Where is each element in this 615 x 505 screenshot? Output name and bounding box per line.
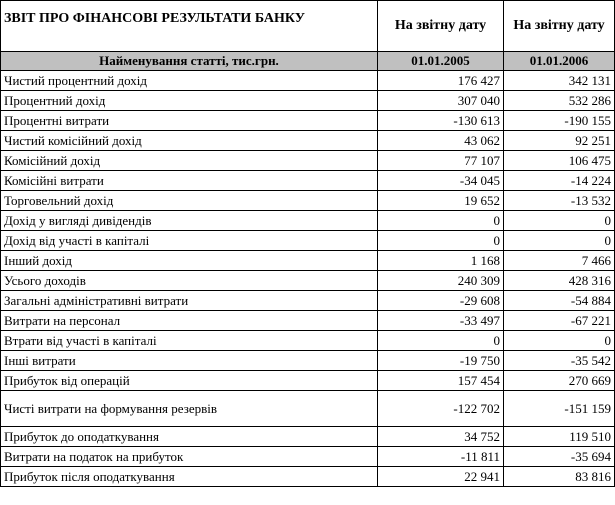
table-row <box>1 111 615 131</box>
row-value-2006: 270 669 <box>504 371 615 391</box>
row-value-2006: 119 510 <box>504 427 615 447</box>
row-value-2005: 0 <box>378 211 504 231</box>
row-value-2005: -29 608 <box>378 291 504 311</box>
subheader-row <box>1 52 615 71</box>
row-value-2006: -35 542 <box>504 351 615 371</box>
row-value-2006: -190 155 <box>504 111 615 131</box>
item-name-header: Найменування статті, тис.грн. <box>1 52 378 71</box>
row-value-2006: 106 475 <box>504 151 615 171</box>
table-row <box>1 251 615 271</box>
row-value-2006: -54 884 <box>504 291 615 311</box>
row-value-2005: 157 454 <box>378 371 504 391</box>
row-value-2005: 34 752 <box>378 427 504 447</box>
row-name: Чисті витрати на формування резервів <box>1 391 378 427</box>
table-row <box>1 291 615 311</box>
row-value-2005: 1 168 <box>378 251 504 271</box>
row-value-2005: -130 613 <box>378 111 504 131</box>
row-value-2005: 43 062 <box>378 131 504 151</box>
table-row <box>1 231 615 251</box>
row-name: Загальні адміністративні витрати <box>1 291 378 311</box>
row-value-2005: 176 427 <box>378 71 504 91</box>
row-value-2005: -19 750 <box>378 351 504 371</box>
table-row <box>1 71 615 91</box>
date-header-2: 01.01.2006 <box>504 52 615 71</box>
row-value-2005: 0 <box>378 331 504 351</box>
table-row <box>1 427 615 447</box>
row-name: Торговельний дохід <box>1 191 378 211</box>
table-row <box>1 131 615 151</box>
row-value-2006: 0 <box>504 211 615 231</box>
row-value-2005: -34 045 <box>378 171 504 191</box>
table-row <box>1 447 615 467</box>
column-header-1: На звітну дату <box>378 1 504 52</box>
table-row <box>1 151 615 171</box>
row-value-2005: 307 040 <box>378 91 504 111</box>
table-row <box>1 351 615 371</box>
row-value-2006: 83 816 <box>504 467 615 487</box>
title-row <box>1 1 615 52</box>
table-body <box>1 71 615 487</box>
row-name: Комісійні витрати <box>1 171 378 191</box>
row-name: Інші витрати <box>1 351 378 371</box>
row-value-2005: 0 <box>378 231 504 251</box>
row-name: Комісійний дохід <box>1 151 378 171</box>
row-value-2005: -11 811 <box>378 447 504 467</box>
row-value-2006: 428 316 <box>504 271 615 291</box>
row-name: Прибуток від операцій <box>1 371 378 391</box>
row-value-2006: -35 694 <box>504 447 615 467</box>
row-name: Прибуток після оподаткування <box>1 467 378 487</box>
column-header-2: На звітну дату <box>504 1 615 52</box>
row-name: Усього доходів <box>1 271 378 291</box>
row-value-2006: 7 466 <box>504 251 615 271</box>
row-name: Чистий комісійний дохід <box>1 131 378 151</box>
row-value-2005: 240 309 <box>378 271 504 291</box>
report-title: ЗВІТ ПРО ФІНАНСОВІ РЕЗУЛЬТАТИ БАНКУ <box>1 1 378 52</box>
row-name: Процентний дохід <box>1 91 378 111</box>
row-value-2006: 532 286 <box>504 91 615 111</box>
table-row <box>1 467 615 487</box>
table-row <box>1 271 615 291</box>
table-row <box>1 371 615 391</box>
date-header-1: 01.01.2005 <box>378 52 504 71</box>
row-name: Дохід від участі в капіталі <box>1 231 378 251</box>
row-name: Втрати від участі в капіталі <box>1 331 378 351</box>
row-value-2005: 19 652 <box>378 191 504 211</box>
row-value-2006: 342 131 <box>504 71 615 91</box>
row-name: Процентні витрати <box>1 111 378 131</box>
row-value-2006: 0 <box>504 231 615 251</box>
row-value-2005: -33 497 <box>378 311 504 331</box>
table-row <box>1 311 615 331</box>
row-value-2006: -67 221 <box>504 311 615 331</box>
table-row <box>1 331 615 351</box>
table-row <box>1 211 615 231</box>
row-value-2006: -13 532 <box>504 191 615 211</box>
row-value-2006: -151 159 <box>504 391 615 427</box>
table-row <box>1 91 615 111</box>
row-value-2006: 0 <box>504 331 615 351</box>
table-row <box>1 391 615 427</box>
row-value-2006: -14 224 <box>504 171 615 191</box>
row-name: Чистий процентний дохід <box>1 71 378 91</box>
row-value-2005: 77 107 <box>378 151 504 171</box>
table-row <box>1 171 615 191</box>
row-value-2006: 92 251 <box>504 131 615 151</box>
row-value-2005: -122 702 <box>378 391 504 427</box>
row-name: Прибуток до оподаткування <box>1 427 378 447</box>
row-name: Витрати на податок на прибуток <box>1 447 378 467</box>
table-row <box>1 191 615 211</box>
row-name: Дохід у вигляді дивідендів <box>1 211 378 231</box>
row-name: Інший дохід <box>1 251 378 271</box>
row-value-2005: 22 941 <box>378 467 504 487</box>
row-name: Витрати на персонал <box>1 311 378 331</box>
